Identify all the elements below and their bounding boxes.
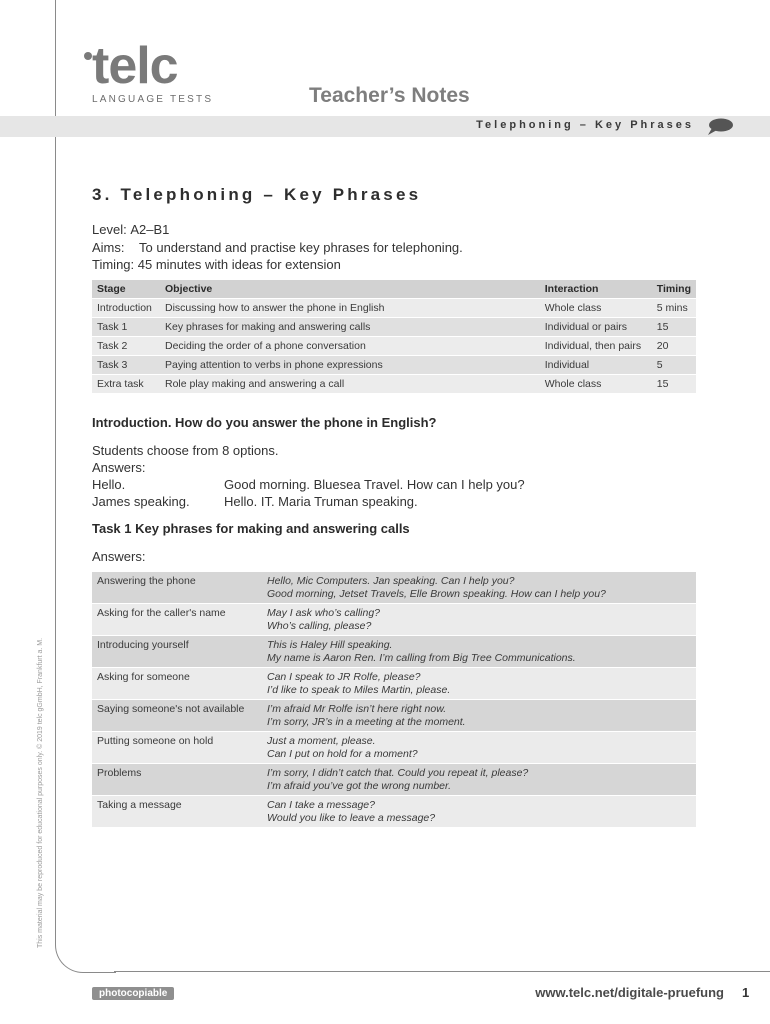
speech-bubble-icon [706, 117, 734, 137]
table-cell: 5 mins [652, 299, 696, 318]
col-header-objective: Objective [160, 280, 540, 299]
phrase-category: Taking a message [92, 796, 262, 828]
phrase-example: I’d like to speak to Miles Martin, please. [267, 684, 451, 696]
phrase-example: This is Haley Hill speaking. [267, 639, 393, 651]
table-cell: Key phrases for making and answering calls [160, 318, 540, 337]
phrase-category: Asking for the caller's name [92, 604, 262, 636]
page-number: 1 [742, 985, 750, 1000]
telc-logo [84, 36, 224, 106]
intro-line-1: Students choose from 8 options. [92, 443, 279, 458]
table-row [92, 356, 696, 375]
phrase-example: I’m sorry, I didn’t catch that. Could you repeat it, please? [267, 767, 529, 779]
phrase-category: Asking for someone [92, 668, 262, 700]
table-cell: Introduction [92, 299, 160, 318]
phrase-category: Answering the phone [92, 572, 262, 604]
phrase-example: Good morning, Jetset Travels, Elle Brown speaking. How can I help you? [267, 588, 606, 600]
table-cell: Extra task [92, 375, 160, 394]
phrase-example: Who’s calling, please? [267, 620, 372, 632]
intro-line-2: Answers: [92, 460, 146, 475]
aims-label: Aims: [92, 240, 125, 255]
level-line [92, 222, 169, 237]
phrase-examples [262, 796, 696, 828]
logo-wordmark: telc [92, 37, 178, 95]
answer-1-left: Hello. [92, 477, 126, 492]
table-cell: Individual, then pairs [540, 337, 652, 356]
table-cell: 15 [652, 375, 696, 394]
level-value: A2–B1 [130, 222, 170, 237]
col-header-stage: Stage [92, 280, 160, 299]
table-row [92, 604, 696, 636]
table-row [92, 796, 696, 828]
phrase-example: Would you like to leave a message? [267, 812, 436, 824]
phrase-examples [262, 604, 696, 636]
timing-line [92, 257, 341, 272]
phrase-example: Can I put on hold for a moment? [267, 748, 418, 760]
col-header-timing: Timing [652, 280, 696, 299]
phrase-example: Can I speak to JR Rolfe, please? [267, 671, 421, 683]
phrase-category: Problems [92, 764, 262, 796]
phrase-table [92, 571, 696, 827]
answer-1-right: Good morning. Bluesea Travel. How can I help you? [224, 477, 525, 492]
phrase-example: Just a moment, please. [267, 735, 376, 747]
col-header-interaction: Interaction [540, 280, 652, 299]
phrase-category: Putting someone on hold [92, 732, 262, 764]
table-row [92, 337, 696, 356]
phrase-category: Saying someone's not available [92, 700, 262, 732]
phrase-examples [262, 636, 696, 668]
table-row [92, 572, 696, 604]
table-row [92, 375, 696, 394]
phrase-example: Hello, Mic Computers. Jan speaking. Can I help you? [267, 575, 515, 587]
table-row [92, 318, 696, 337]
task1-heading: Task 1 Key phrases for making and answering calls [92, 521, 410, 536]
footer-url-link[interactable]: www.telc.net/digitale-pruefung [535, 985, 724, 1000]
phrase-example: I’m afraid you’ve got the wrong number. [267, 780, 452, 792]
stage-table-header [92, 280, 696, 299]
section-title: 3. Telephoning – Key Phrases [92, 185, 422, 204]
table-cell: Individual or pairs [540, 318, 652, 337]
table-cell: Deciding the order of a phone conversation [160, 337, 540, 356]
table-cell: Paying attention to verbs in phone expressions [160, 356, 540, 375]
table-cell: Task 1 [92, 318, 160, 337]
table-row [92, 668, 696, 700]
table-row [92, 700, 696, 732]
document-title: Teacher’s Notes [309, 84, 470, 107]
phrase-examples [262, 668, 696, 700]
table-row [92, 636, 696, 668]
logo-subtitle: LANGUAGE TESTS [92, 94, 214, 105]
topic-band [0, 116, 770, 137]
answer-2-left: James speaking. [92, 494, 190, 509]
phrase-example: I’m afraid Mr Rolfe isn’t here right now. [267, 703, 447, 715]
phrase-example: May I ask who’s calling? [267, 607, 381, 619]
phrase-example: My name is Aaron Ren. I’m calling from Big Tree Communications. [267, 652, 576, 664]
page-frame-corner [55, 914, 116, 973]
table-cell: 20 [652, 337, 696, 356]
table-cell: Whole class [540, 375, 652, 394]
table-cell: Whole class [540, 299, 652, 318]
phrase-example: I’m sorry, JR’s in a meeting at the moment. [267, 716, 466, 728]
table-row [92, 732, 696, 764]
phrase-category: Introducing yourself [92, 636, 262, 668]
copyright-side-note: This material may be reproduced for educational purposes only. © 2019 telc gGmbH, Frankfurt a. M. [37, 637, 44, 948]
phrase-examples [262, 572, 696, 604]
photocopiable-badge: photocopiable [92, 987, 174, 1000]
table-cell: 5 [652, 356, 696, 375]
table-cell: 15 [652, 318, 696, 337]
table-cell: Task 2 [92, 337, 160, 356]
aims-value: To understand and practise key phrases for telephoning. [139, 240, 463, 255]
task1-answers-label: Answers: [92, 549, 146, 564]
table-cell: Individual [540, 356, 652, 375]
table-cell: Task 3 [92, 356, 160, 375]
phrase-examples [262, 732, 696, 764]
phrase-examples [262, 700, 696, 732]
level-label: Level: [92, 222, 127, 237]
intro-heading: Introduction. How do you answer the phone in English? [92, 415, 437, 430]
timing-label: Timing: [92, 257, 135, 272]
logo-dot [84, 52, 92, 60]
page-frame-bottom-line [114, 971, 770, 972]
phrase-examples [262, 764, 696, 796]
answer-2-right: Hello. IT. Maria Truman speaking. [224, 494, 418, 509]
phrase-example: Can I take a message? [267, 799, 375, 811]
topic-band-text: Telephoning – Key Phrases [476, 119, 694, 131]
page-frame-line [55, 0, 56, 944]
stage-table [92, 280, 696, 393]
table-row [92, 764, 696, 796]
table-cell: Role play making and answering a call [160, 375, 540, 394]
table-cell: Discussing how to answer the phone in English [160, 299, 540, 318]
aims-line [92, 240, 463, 255]
table-row [92, 299, 696, 318]
timing-value: 45 minutes with ideas for extension [137, 257, 341, 272]
